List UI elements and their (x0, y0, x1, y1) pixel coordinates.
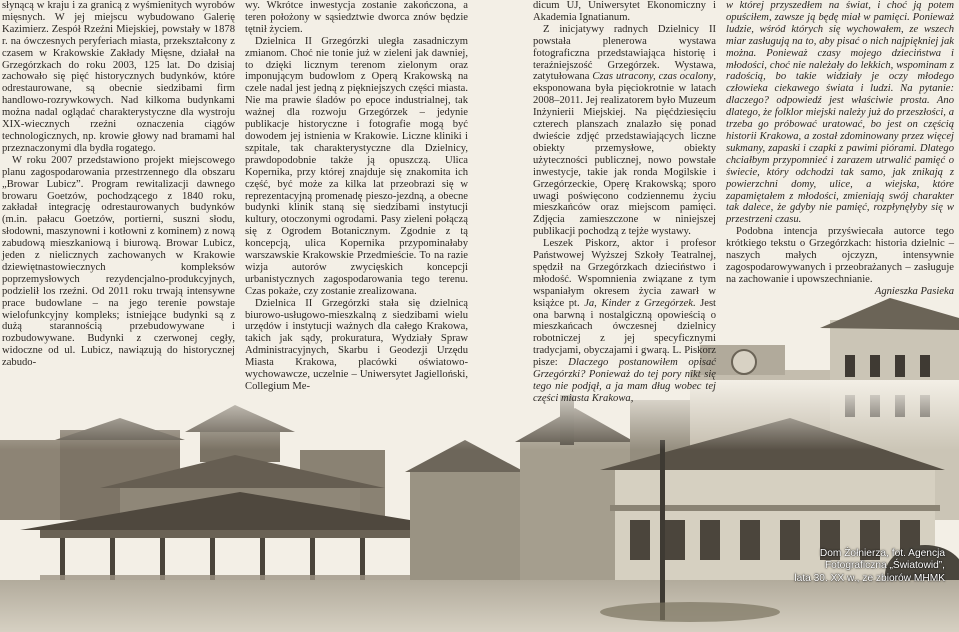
paragraph (533, 238, 716, 405)
text-column-3 (533, 0, 716, 405)
quotation: w której przyszedłem na świat, i choć ją potem opuściłem, zawsze ją będę miał w pamięci. Ponieważ ludzie, wśród których się wychowałem, ze wszech miar zasługują na to, aby pisać o nich najpiękniej jak można. Ponieważ czasy mojego dzieciństwa i młodości, choć nie należały do lekkich, wspominam z radością, bo takie widziały je oczy młodego człowieka ciekawego świata i ludzi. Na pytanie: dlaczego? odpowiedź jest właściwie prosta. Ano dlatego, że folklor miejski należy już do przeszłości, a trzeba go próbować uratować, bo jest on częścią historii Krakowa, a został zdominowany przez więcej sukmany, zapaski i czapki z pawimi piórami. Dlatego chciałbym przypomnieć i zarazem utrwalić pamięć o świecie, który odchodzi tak samo, jak znikają z powierzchni domy, ulice, a wiejska, które zapamiętałem z młodości, zmieniają swój charakter tak dalece, że gdyby nie pamięć, rozpłynęłyby się w przestrzeni czasu. (726, 0, 954, 226)
paragraph: Dzielnica II Grzegórzki uległa zasadniczym zmianom. Choć nie tonie już w zieleni jak dawniej, to dzięki licznym terenom zielonym oraz imponującym budowlom z Operą Krakowską na czele nadal jest jedną z piękniejszych części miasta. Nie ma prawie śladów po epoce industrialnej, tak ważnej dla rozwoju Grzegórzek – jedynie publikacje historyczne i fotografie mogą być dowodem jej istnienia w Krakowie. Liczne kliniki i szpitale, tak charakterystyczne dla Dzielnicy, prawdopodobnie także ją opuszczą. Ulica Kopernika, przy której znajduje się znakomita ich część, być może za kilka lat przeobrazi się w reprezentacyjną promenadę pieszo-jezdną, a obecne budynki klinik staną się siedzibami instytucji kultury, otoczonymi ogrodami. Pasy zieleni połączą się z Ogrodem Botanicznym. Zgodnie z tą koncepcją, ulica Kopernika przypominałaby warszawskie Krakowskie Przedmieście. To na razie wizja autorów zwycięskich koncepcji urbanistycznych zagospodarowania tego terenu. Czas pokaże, czy zostanie zrealizowana. (245, 35, 468, 297)
book-title: Ja, Kinder z Grzegórzek (584, 297, 693, 309)
paragraph: W roku 2007 przedstawiono projekt miejscowego planu zagospodarowania przestrzennego dla obszaru „Browar Lubicz”. Program rewitalizacji dawnego browaru Goetzów, pochodzącego z 1840 roku, zakładał integrację odrestaurowanych budynków (m.in. pałacu Goetzów, portierni, suszni słodu, słodowni, maszynowni i kotłowni z kominem) z nową zabudową mieszkaniową i biurową. Browar Lubicz, jeden z nielicznych zachowanych w Krakowie dziewiętnastowiecznych kompleksów poprzemysłowych rezydencjalno-produkcyjnych, podzielił los rzeźni. Od 2011 roku trwają intensywne prace budowlane – na jego terenie powstaje wielofunkcyjny kompleks; istniejące budynki są z dużą starannością przebudowywane i rozbudowywane. Budynki z czerwonej cegły, widoczne od ul. Lubicz, nawiązują do historycznej zabudo- (2, 154, 235, 369)
text-run: . Jest ona barwną i nostalgiczną opowieścią o mieszkańcach ówczesnej dzielnicy robotniczej z jej specyficznymi tradycjami, obyczajami i gwarą. L. Piskorz pisze: (533, 297, 717, 369)
caption-line: lata 30. XX w., ze zbiorów MHMK (794, 572, 945, 584)
paragraph: wy. Wkrótce inwestycja zostanie zakończona, a teren położony w sąsiedztwie dworca znów będzie tętnił życiem. (245, 0, 468, 35)
paragraph: dicum UJ, Uniwersytet Ekonomiczny i Akademia Ignatianum. (533, 0, 716, 23)
text-run: Z inicjatywy radnych Dzielnicy II powstała plenerowa wystawa fotograficzna przedstawiająca historię i teraźniejszość Grzegórzek. Wystawa, zatytułowana (533, 23, 716, 83)
quotation: Dlaczego postanowiłem opisać Grzegórzki? Ponieważ do tej pory nikt się tego nie podjął, a ja mam dług wobec tej części miasta Krakowa, (533, 357, 716, 404)
text-column-1 (2, 0, 235, 369)
text-column-4 (726, 0, 954, 298)
paragraph: Podobna intencja przyświecała autorce tego krótkiego tekstu o Grzegórzkach: historia dzielnic – naszych małych ojczyzn, intensywnie zagospodarowywanych i przeobrażanych – zasługuje na zachowanie i upowszechnianie. (726, 226, 954, 285)
exhibition-title: Czas utracony, czas ocalony (592, 71, 714, 83)
paragraph (533, 24, 716, 238)
caption-line: Dom Żołnierza, fot. Agencja (819, 548, 945, 559)
author-signature: Agnieszka Pasieka (874, 285, 954, 297)
paragraph: Dzielnica II Grzegórzki stała się dzielnicą biurowo-usługowo-mieszkalną z siedzibami wielu urzędów i instytucji ważnych dla całego Krakowa, takich jak sądy, prokuratura, Wydziały Spraw Administracyjnych, Skarbu i Geodezji Urzędu Miasta Krakowa, placówki oświatowo-wychowawcze, uczelnie – Uniwersytet Jagielloński, Collegium Me- (245, 297, 468, 392)
caption-line: Fotograficzna „Światowid”, (824, 560, 945, 572)
text-run: Leszek Piskorz, aktor i profesor Państwowej Wyższej Szkoły Teatralnej, spędził na Grzegórzkach dzieciństwo i młodość. Wspomnienia związane z tym wspaniałym okresem życia zawarł w książce pt. (533, 238, 716, 309)
text-run: , eksponowana była pięciokrotnie w latach 2008–2011. Jej realizatorem było Muzeum Inżynierii Miejskiej. Na pięćdziesięciu czterech planszach znalazło się ponad dwieście zdjęć przedstawiających liczne obiekty przemysłowe, obiekty użyteczności publicznej, nowo powstałe inwestycje, takie jak ronda Mogilskie i Grzegórzeckie, Operę Krakowską; sporo uwagi poświęcono codziennemu życiu mieszkańców oraz miejscom pamięci. Zdjęcia zamieszczone w niniejszej publikacji pochodzą z tejże wystawy. (533, 71, 716, 238)
paragraph: słynącą w kraju i za granicą z wyśmienitych wyrobów mięsnych. W jej miejscu wybudowano Galerię Kazimierz. Zespół Rzeźni Miejskiej, powstały w 1878 r. na ówczesnych peryferiach miasta, przekształcony z czasem w Krakowskie Zakłady Mięsne, działał na Grzegórzkach do roku 2003, 125 lat. Do dzisiaj zachowało się pięć historycznych budynków, które odrestaurowane, są obecnie siedzibami firm handlowo-rozrywkowych. Nad kilkoma budynkami można nadal oglądać charakterystyczne dla wystroju XIX-wiecznych rzeźni oznaczenia ciągów technologicznych, np. krowie głowy nad bramami hal przeznaczonymi dla bydła rogatego. (2, 0, 235, 154)
text-column-2 (245, 0, 468, 393)
photo-caption (794, 548, 945, 585)
